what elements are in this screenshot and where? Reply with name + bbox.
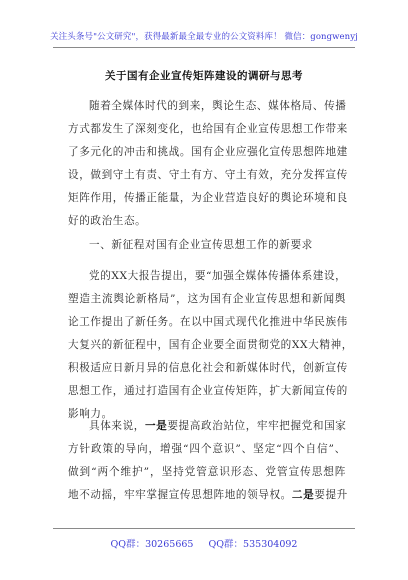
paragraph-line xyxy=(68,484,346,507)
paragraph-line xyxy=(68,415,346,438)
footer-contact xyxy=(0,536,408,550)
inline-text: 具体来说， xyxy=(89,420,145,432)
paragraph-line: 矩阵作用，传播正能量，为企业营造良好的舆论环境和良 xyxy=(68,192,348,204)
qq-group-2: QQ群：535304092 xyxy=(208,539,298,550)
paragraph-line: 积极适应日新月异的信息化社会和新媒体时代，创新宣传 xyxy=(68,362,348,374)
paragraph-line: 党的XX大报告提出，要“加强全媒体传播体系建设， xyxy=(89,270,347,282)
paragraph-line: 影响力。 xyxy=(68,408,113,420)
paragraph-line: 大复兴的新征程中，国有企业要全面贯彻党的XX大精神， xyxy=(68,339,353,351)
inline-text: 要提升 xyxy=(314,489,348,501)
paragraph-line: 塑造主流舆论新格局”，这为国有企业宣传思想和新闻舆 xyxy=(68,293,346,305)
emphasis-text: 一是 xyxy=(144,420,168,432)
footer-divider xyxy=(53,528,355,529)
paragraph-line: 了多元化的冲击和挑战。国有企业应强化宣传思想阵地建 xyxy=(68,146,348,158)
document-title: 关于国有企业宣传矩阵建设的调研与思考 xyxy=(105,70,303,82)
qq-group-1: QQ群：30265665 xyxy=(110,539,194,550)
paragraph-line: 随着全媒体时代的到来，舆论生态、媒体格局、传播 xyxy=(89,100,347,112)
header-promo-text: 关注头条号"公文研究"，获得最新最全最专业的公文资料库！ 微信：gongwenyj xyxy=(50,32,358,42)
specific-paragraph xyxy=(68,415,346,507)
section-heading: 一、新征程对国有企业宣传思想工作的新要求 xyxy=(89,239,313,251)
paragraph-line: 做到“两个维护”，坚持党管意识形态、党管宣传思想阵 xyxy=(68,466,346,478)
paragraph-line: 思想工作，通过打造国有企业宣传矩阵，扩大新闻宣传的 xyxy=(68,385,348,397)
inline-text: 要提高政治站位，牢牢把握党和国家 xyxy=(167,420,347,432)
emphasis-text: 二是 xyxy=(291,489,315,501)
paragraph-line: 方针政策的导向，增强“四个意识”、坚定“四个自信”、 xyxy=(68,443,346,455)
intro-paragraph xyxy=(68,95,346,233)
paragraph-line: 设，做到守土有责、守土有方、守土有效，充分发挥宣传 xyxy=(68,169,348,181)
inline-text: 地不动摇，牢牢掌握宣传思想阵地的领导权。 xyxy=(68,489,292,501)
header-divider xyxy=(53,47,355,48)
paragraph-line: 好的政治生态。 xyxy=(68,215,147,227)
paragraph-line: 论工作提出了新任务。在以中国式现代化推进中华民族伟 xyxy=(68,316,348,328)
paragraph-line: 方式都发生了深刻变化，也给国有企业宣传思想工作带来 xyxy=(68,123,348,135)
